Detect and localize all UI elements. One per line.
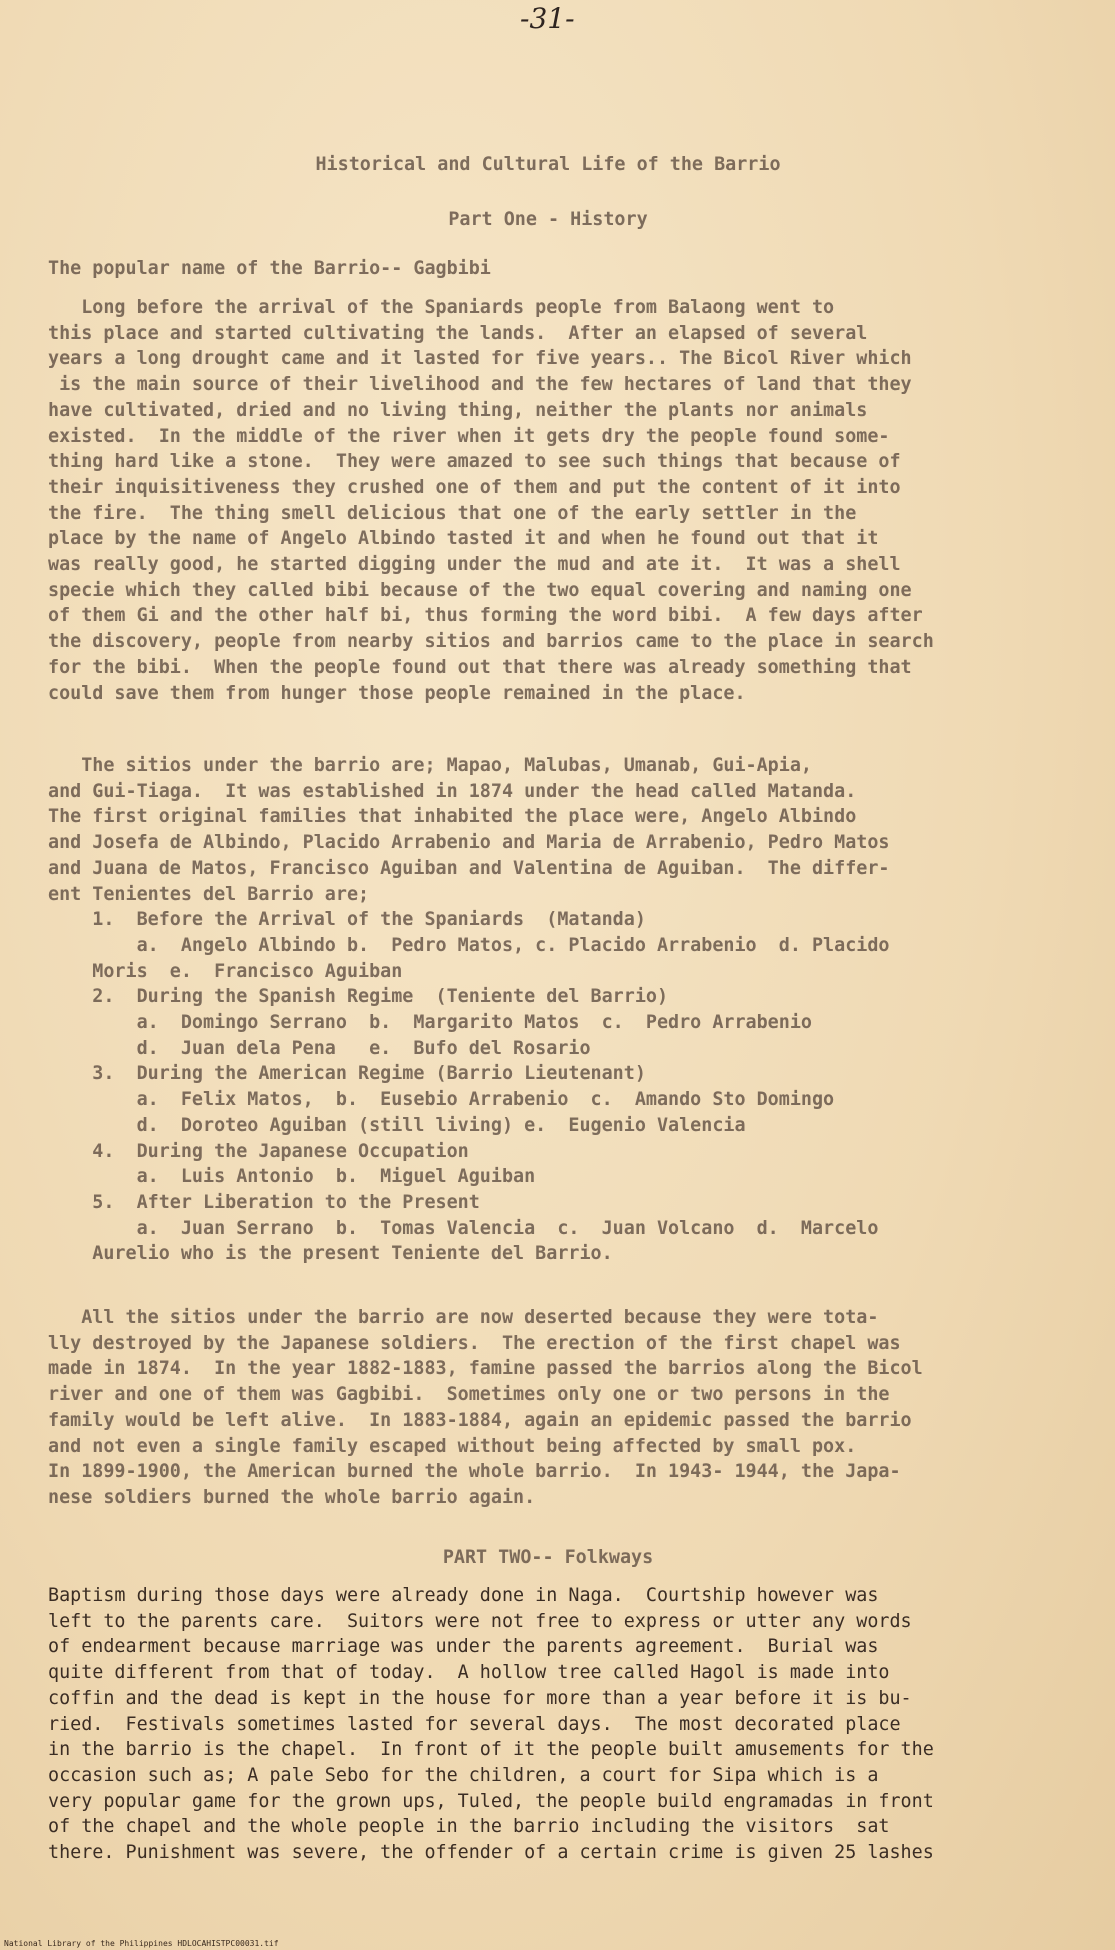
text-line: 1. Before the Arrival of the Spaniards (Matanda) <box>48 909 646 931</box>
text-line: a. Juan Serrano b. Tomas Valencia c. Juan Volcano d. Marcelo <box>48 1217 879 1239</box>
popular-name: The popular name of the Barrio-- Gagbibi <box>48 258 491 279</box>
text-line: a. Angelo Albindo b. Pedro Matos, c. Placido Arrabenio d. Placido <box>48 934 890 956</box>
text-line: occasion such as; A pale Sebo for the children, a court for Sipa which is a <box>48 1764 879 1786</box>
text-line: and Gui-Tiaga. It was established in 1874 under the head called Matanda. <box>48 780 857 802</box>
text-line: 3. During the American Regime (Barrio Lieutenant) <box>48 1063 646 1085</box>
text-line: and Josefa de Albindo, Placido Arrabenio and Maria de Arrabenio, Pedro Matos <box>48 832 890 854</box>
text-line: a. Felix Matos, b. Eusebio Arrabenio c. Amando Sto Domingo <box>48 1089 835 1111</box>
text-line: very popular game for the grown ups, Tuled, the people build engramadas in front <box>48 1790 934 1812</box>
heading: Historical and Cultural Life of the Barrio <box>315 154 781 175</box>
text-line: existed. In the middle of the river when it gets dry the people found some- <box>48 425 890 447</box>
text-line: of the chapel and the whole people in the barrio including the visitors sat <box>48 1816 890 1838</box>
text-line: a. Luis Antonio b. Miguel Aguiban <box>48 1166 536 1188</box>
part-one-title: Part One - History <box>448 209 648 230</box>
text-line: years a long drought came and it lasted for five years.. The Bicol River which <box>48 348 912 370</box>
text-line: 5. After Liberation to the Present <box>48 1191 480 1213</box>
text-line: All the sitios under the barrio are now deserted because they were tota- <box>48 1307 879 1328</box>
text-line: their inquisitiveness they crushed one of them and put the content of it into <box>48 476 901 498</box>
text-line: is the main source of their livelihood and the few hectares of land that they <box>48 374 912 396</box>
text-line: In 1899-1900, the American burned the whole barrio. In 1943- 1944, the Japa- <box>48 1461 901 1483</box>
text-line: 4. During the Japanese Occupation <box>48 1140 469 1162</box>
text-line: specie which they called bibi because of the two equal covering and naming one <box>48 579 912 601</box>
page-number: -31- <box>520 2 575 35</box>
text-line: thing hard like a stone. They were amazed to see such things that because of <box>48 451 901 473</box>
text-line: The sitios under the barrio are; Mapao, Malubas, Umanab, Gui-Apia, <box>48 755 812 776</box>
text-line: Long before the arrival of the Spaniards people from Balaong went to <box>48 297 835 318</box>
text-line: a. Domingo Serrano b. Margarito Matos c. Pedro Arrabenio <box>48 1012 812 1033</box>
text-line: river and one of them was Gagbibi. Sometimes only one or two persons in the <box>48 1384 890 1406</box>
text-line: for the bibi. When the people found out that there was already something that <box>48 656 912 678</box>
text-line: place by the name of Angelo Albindo tasted it and when he found out that it <box>48 528 879 550</box>
text-line: Aurelio who is the present Teniente del Barrio. <box>48 1243 613 1265</box>
text-line: in the barrio is the chapel. In front of it the people built amusements for the <box>48 1739 934 1761</box>
text-line: left to the parents care. Suitors were not free to express or utter any words <box>48 1610 912 1632</box>
part-two-title: PART TWO-- Folkways <box>442 1547 654 1568</box>
text-line: of endearment because marriage was under the parents agreement. Burial was <box>48 1636 879 1658</box>
text-line: ent Tenientes del Barrio are; <box>48 883 370 905</box>
text-line: and not even a single family escaped without being affected by small pox. <box>48 1435 857 1457</box>
text-line: this place and started cultivating the lands. After an elapsed of several <box>48 322 868 344</box>
text-line: made in 1874. In the year 1882-1883, famine passed the barrios along the Bicol <box>48 1358 923 1380</box>
text-line: could save them from hunger those people remained in the place. <box>48 682 746 704</box>
text-line: lly destroyed by the Japanese soldiers. The erection of the first chapel was <box>48 1332 901 1354</box>
text-line: the fire. The thing smell delicious that one of the early settler in the <box>48 502 857 524</box>
text-line: coffin and the dead is kept in the house for more than a year before it is bu- <box>48 1687 912 1709</box>
text-line: the discovery, people from nearby sitios and barrios came to the place in search <box>48 631 934 653</box>
text-line: was really good, he started digging under the mud and ate it. It was a shell <box>48 554 901 575</box>
footer-caption: National Library of the Philippines HDLOCAHISTPC00031.tif <box>4 1939 279 1948</box>
text-line: there. Punishment was severe, the offender of a certain crime is given 25 lashes <box>48 1842 934 1863</box>
text-line: ried. Festivals sometimes lasted for several days. The most decorated place <box>48 1713 901 1735</box>
text-line: family would be left alive. In 1883-1884, again an epidemic passed the barrio <box>48 1409 912 1431</box>
text-line: 2. During the Spanish Regime (Teniente del Barrio) <box>48 986 669 1008</box>
text-line: quite different from that of today. A hollow tree called Hagol is made into <box>48 1662 890 1684</box>
text-line: The first original families that inhabited the place were, Angelo Albindo <box>48 806 857 828</box>
text-line: and Juana de Matos, Francisco Aguiban and Valentina de Aguiban. The differ- <box>48 857 890 879</box>
text-line: have cultivated, dried and no living thing, neither the plants nor animals <box>48 399 868 421</box>
text-line: of them Gi and the other half bi, thus forming the word bibi. A few days after <box>48 605 923 627</box>
text-line: d. Doroteo Aguiban (still living) e. Eugenio Valencia <box>48 1114 746 1136</box>
text-line: nese soldiers burned the whole barrio again. <box>48 1486 536 1508</box>
text-line: Baptism during those days were already done in Naga. Courtship however was <box>48 1585 879 1606</box>
text-line: d. Juan dela Pena e. Bufo del Rosario <box>48 1037 591 1059</box>
text-line: Moris e. Francisco Aguiban <box>48 960 403 982</box>
